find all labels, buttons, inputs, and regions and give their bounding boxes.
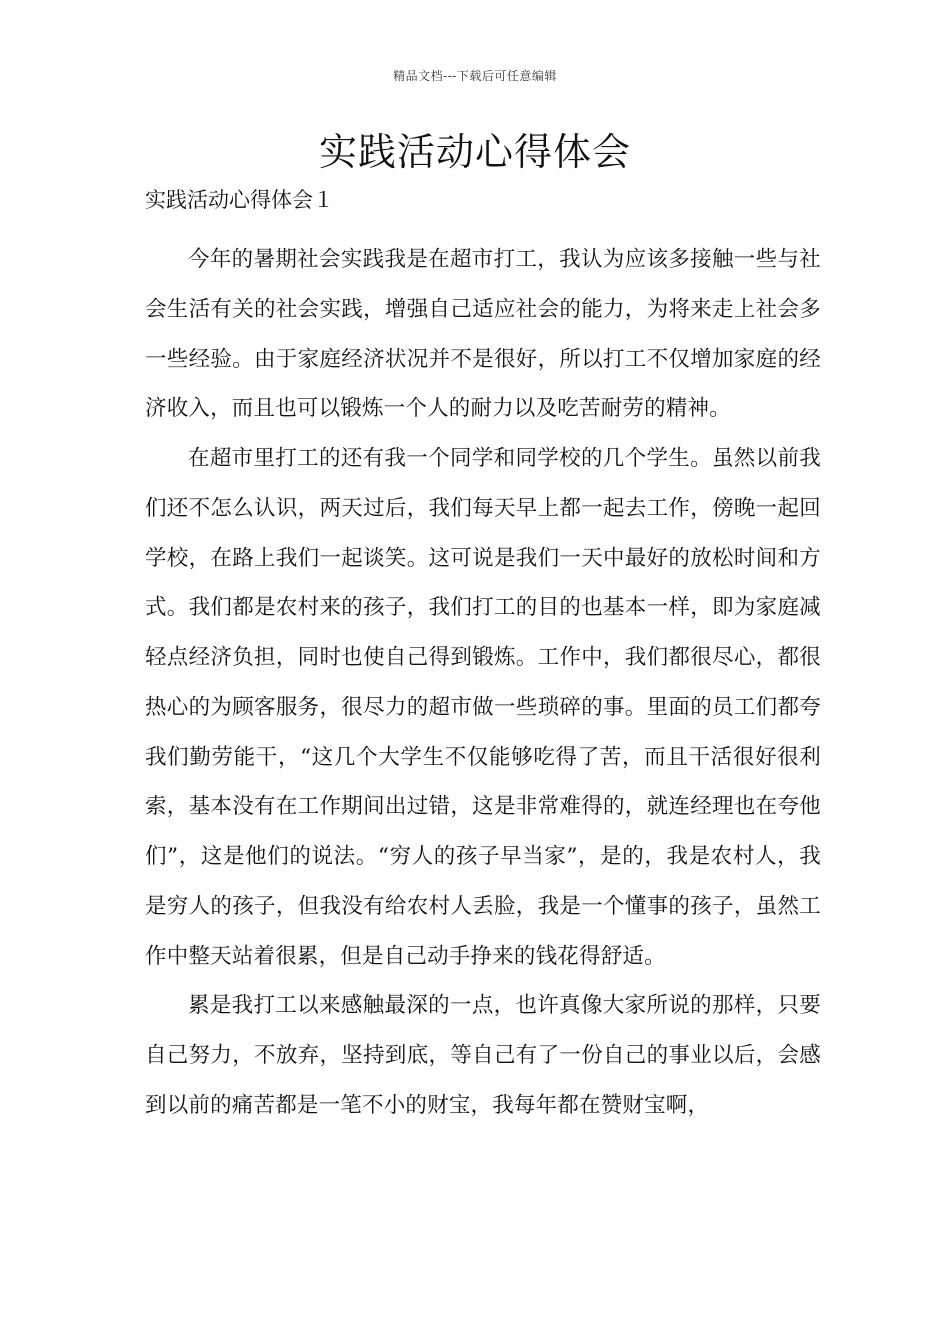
document-body <box>145 235 821 1131</box>
page-header: 精品文档---下载后可任意编辑 <box>393 69 557 83</box>
paragraph: 在超市里打工的还有我一个同学和同学校的几个学生。虽然以前我们还不怎么认识，两天过后，我们每天早上都一起去工作，傍晚一起回学校，在路上我们一起谈笑。这可说是我们一天中最好的放松时间和方式。我们都是农村来的孩子，我们打工的目的也基本一样，即为家庭减轻点经济负担，同时也使自己得到锻炼。工作中，我们都很尽心，都很热心的为顾客服务，很尽力的超市做一些琐碎的事。里面的员工们都夸我们勤劳能干，“这几个大学生不仅能够吃得了苦，而且干活很好很利索，基本没有在工作期间出过错，这是非常难得的，就连经理也在夸他们”，这是他们的说法。“穷人的孩子早当家”，是的，我是农村人，我是穷人的孩子，但我没有给农村人丢脸，我是一个懂事的孩子，虽然工作中整天站着很累，但是自己动手挣来的钱花得舒适。 <box>145 446 821 969</box>
document-title: 实践活动心得体会 <box>318 130 631 174</box>
document-subtitle: 实践活动心得体会１ <box>145 188 334 212</box>
paragraph: 今年的暑期社会实践我是在超市打工，我认为应该多接触一些与社会生活有关的社会实践，增强自己适应社会的能力，为将来走上社会多一些经验。由于家庭经济状况并不是很好，所以打工不仅增加家庭的经济收入，而且也可以锻炼一个人的耐力以及吃苦耐劳的精神。 <box>145 247 821 422</box>
paragraph: 累是我打工以来感触最深的一点，也许真像大家所说的那样，只要自己努力，不放弃，坚持到底，等自己有了一份自己的事业以后，会感到以前的痛苦都是一笔不小的财宝，我每年都在赞财宝啊， <box>145 993 821 1118</box>
